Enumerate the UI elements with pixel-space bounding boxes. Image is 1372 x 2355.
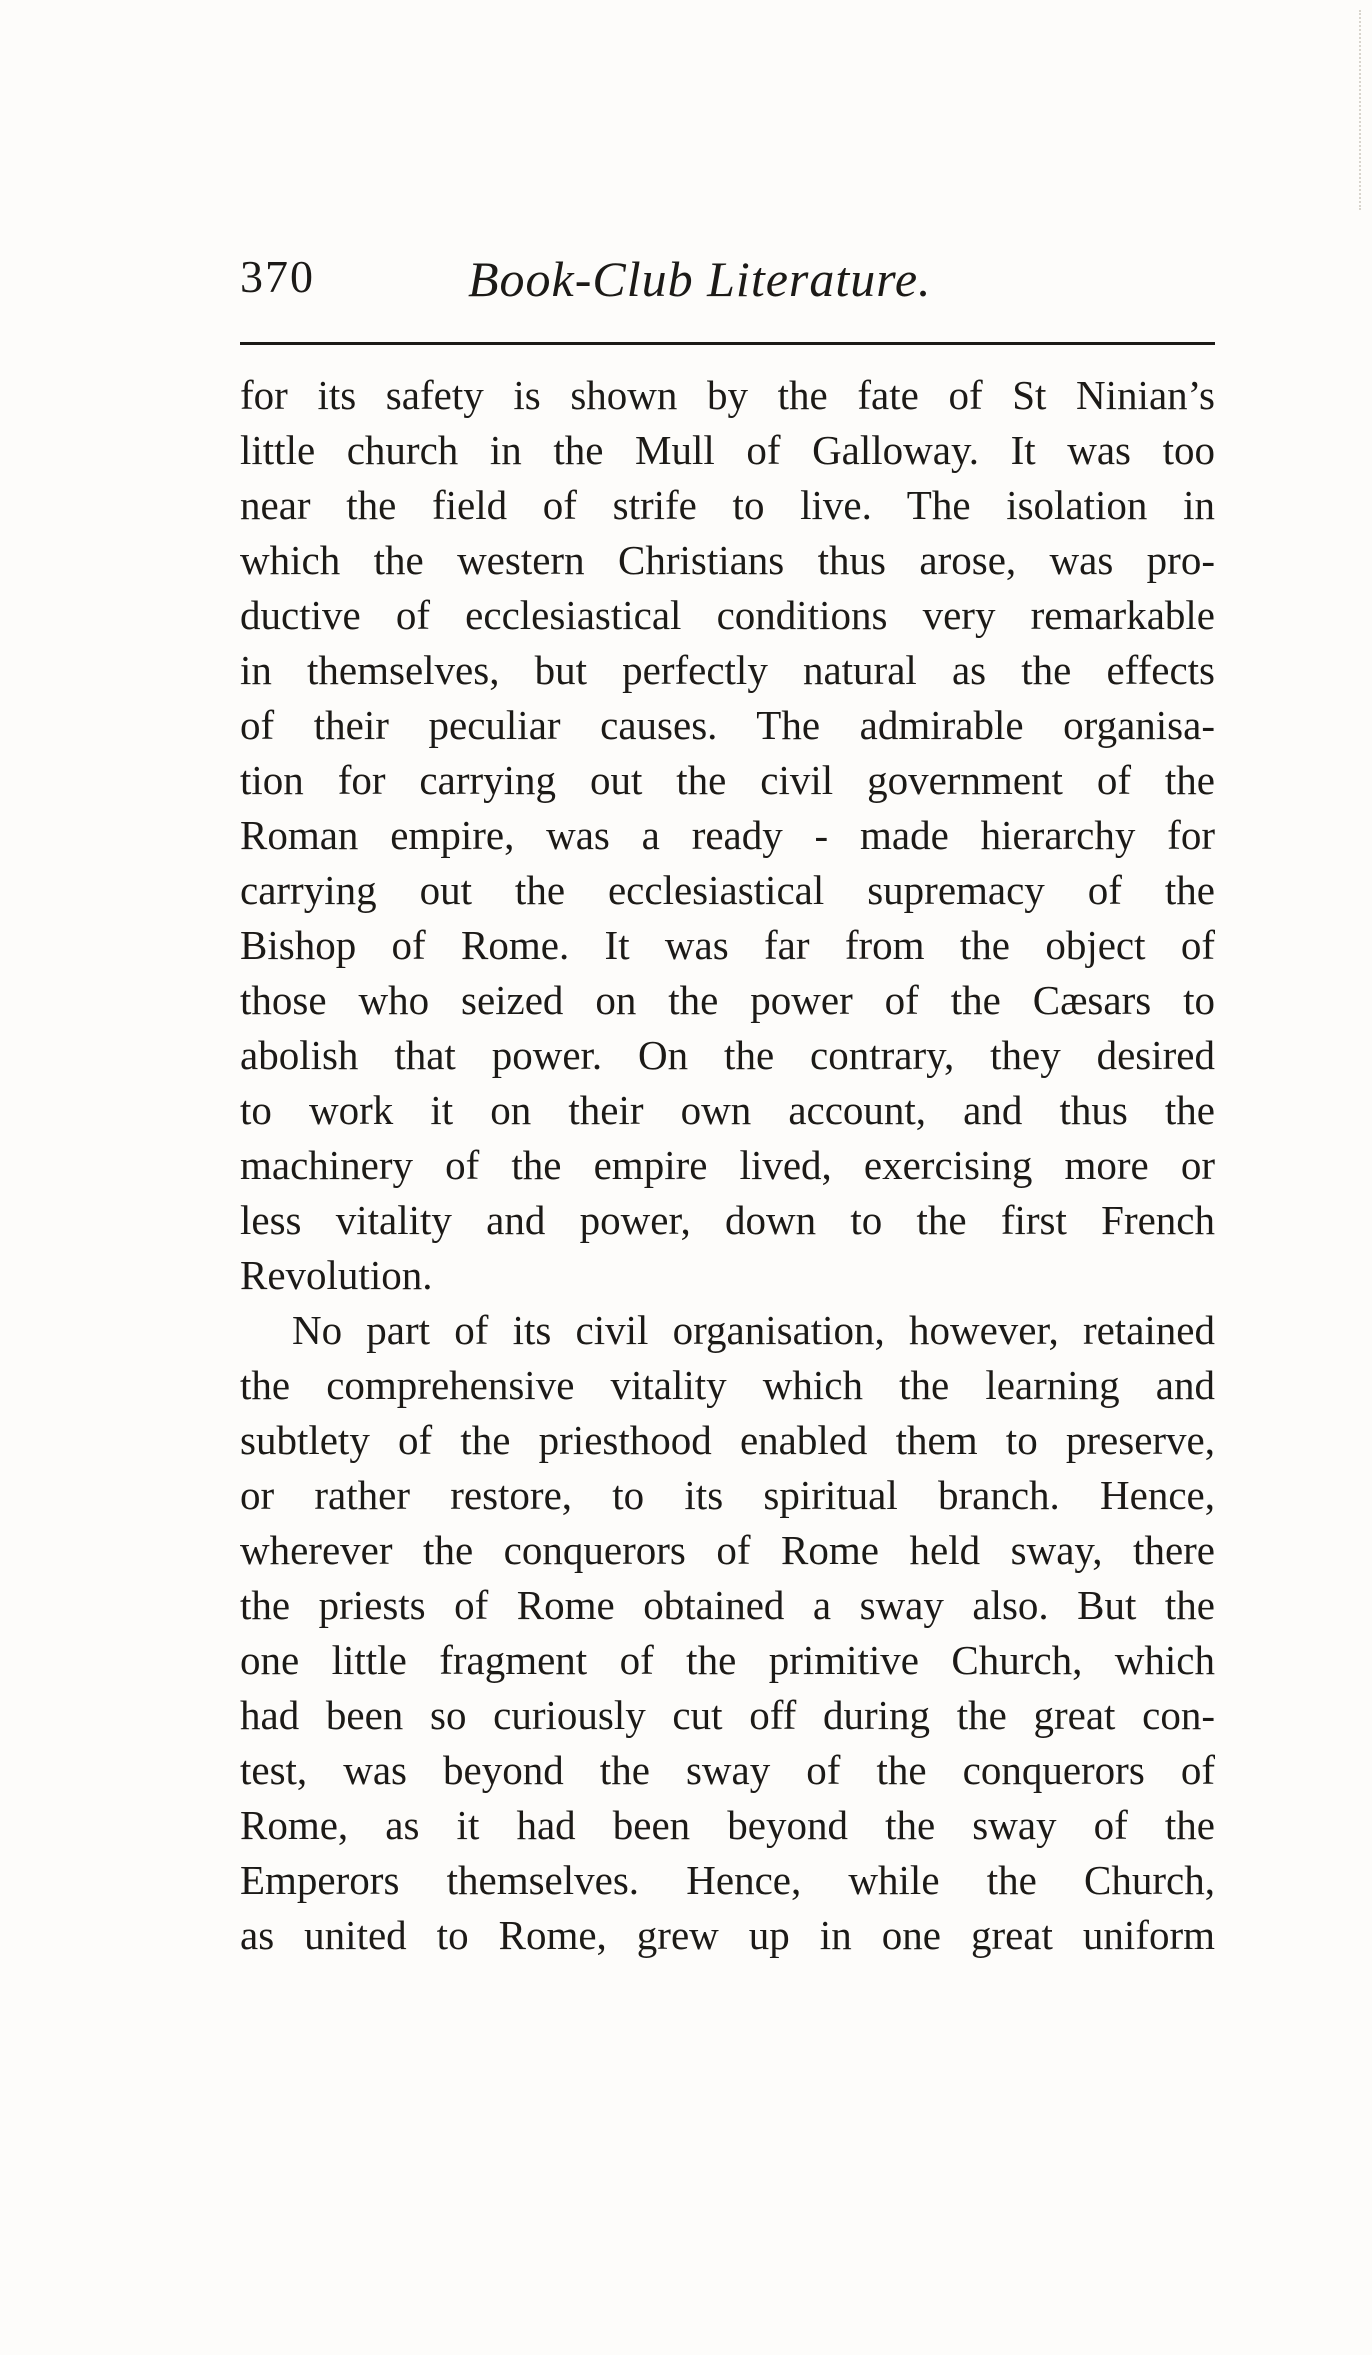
- text-line: Rome, as it had been beyond the sway of the: [240, 1802, 1215, 1848]
- body-text: [240, 368, 1215, 1963]
- text-line: had been so curiously cut off during the great con-: [240, 1692, 1215, 1738]
- text-line: or rather restore, to its spiritual branch. Hence,: [240, 1472, 1215, 1518]
- text-line: carrying out the ecclesiastical supremacy of the: [240, 867, 1215, 913]
- text-line: near the field of strife to live. The isolation in: [240, 482, 1215, 528]
- margin-specks: [1359, 10, 1364, 210]
- text-line: tion for carrying out the civil government of the: [240, 757, 1215, 803]
- text-line: Bishop of Rome. It was far from the object of: [240, 922, 1215, 968]
- text-line: in themselves, but perfectly natural as the effects: [240, 647, 1215, 693]
- text-line: wherever the conquerors of Rome held sway, there: [240, 1527, 1215, 1573]
- text-line: for its safety is shown by the fate of St Ninian’s: [240, 372, 1215, 418]
- paragraph-2: [240, 1303, 1215, 1963]
- text-line: of their peculiar causes. The admirable organisa-: [240, 702, 1215, 748]
- text-line: little church in the Mull of Galloway. It was too: [240, 427, 1215, 473]
- text-line: abolish that power. On the contrary, they desired: [240, 1032, 1215, 1078]
- header-rule: [240, 342, 1215, 345]
- text-line: No part of its civil organisation, however, retained: [292, 1307, 1215, 1353]
- page-header: [240, 250, 1215, 330]
- text-line: test, was beyond the sway of the conquerors of: [240, 1747, 1215, 1793]
- text-line: which the western Christians thus arose, was pro-: [240, 537, 1215, 583]
- text-line: to work it on their own account, and thus the: [240, 1087, 1215, 1133]
- text-line: the comprehensive vitality which the learning and: [240, 1362, 1215, 1408]
- text-line: Revolution.: [240, 1252, 433, 1298]
- text-line: subtlety of the priesthood enabled them to preserve,: [240, 1417, 1215, 1463]
- text-line: as united to Rome, grew up in one great uniform: [240, 1912, 1215, 1958]
- text-line: Emperors themselves. Hence, while the Church,: [240, 1857, 1215, 1903]
- page-number: 370: [240, 251, 315, 302]
- text-line: those who seized on the power of the Cæsars to: [240, 977, 1215, 1023]
- text-line: one little fragment of the primitive Church, which: [240, 1637, 1215, 1683]
- text-line: the priests of Rome obtained a sway also. But the: [240, 1582, 1215, 1628]
- paragraph-1: [240, 368, 1215, 1303]
- running-title: Book-Club Literature.: [468, 251, 932, 307]
- text-line: ductive of ecclesiastical conditions very remarkable: [240, 592, 1215, 638]
- text-line: Roman empire, was a ready - made hierarchy for: [240, 812, 1215, 858]
- text-line: less vitality and power, down to the first French: [240, 1197, 1215, 1243]
- text-line: machinery of the empire lived, exercising more or: [240, 1142, 1215, 1188]
